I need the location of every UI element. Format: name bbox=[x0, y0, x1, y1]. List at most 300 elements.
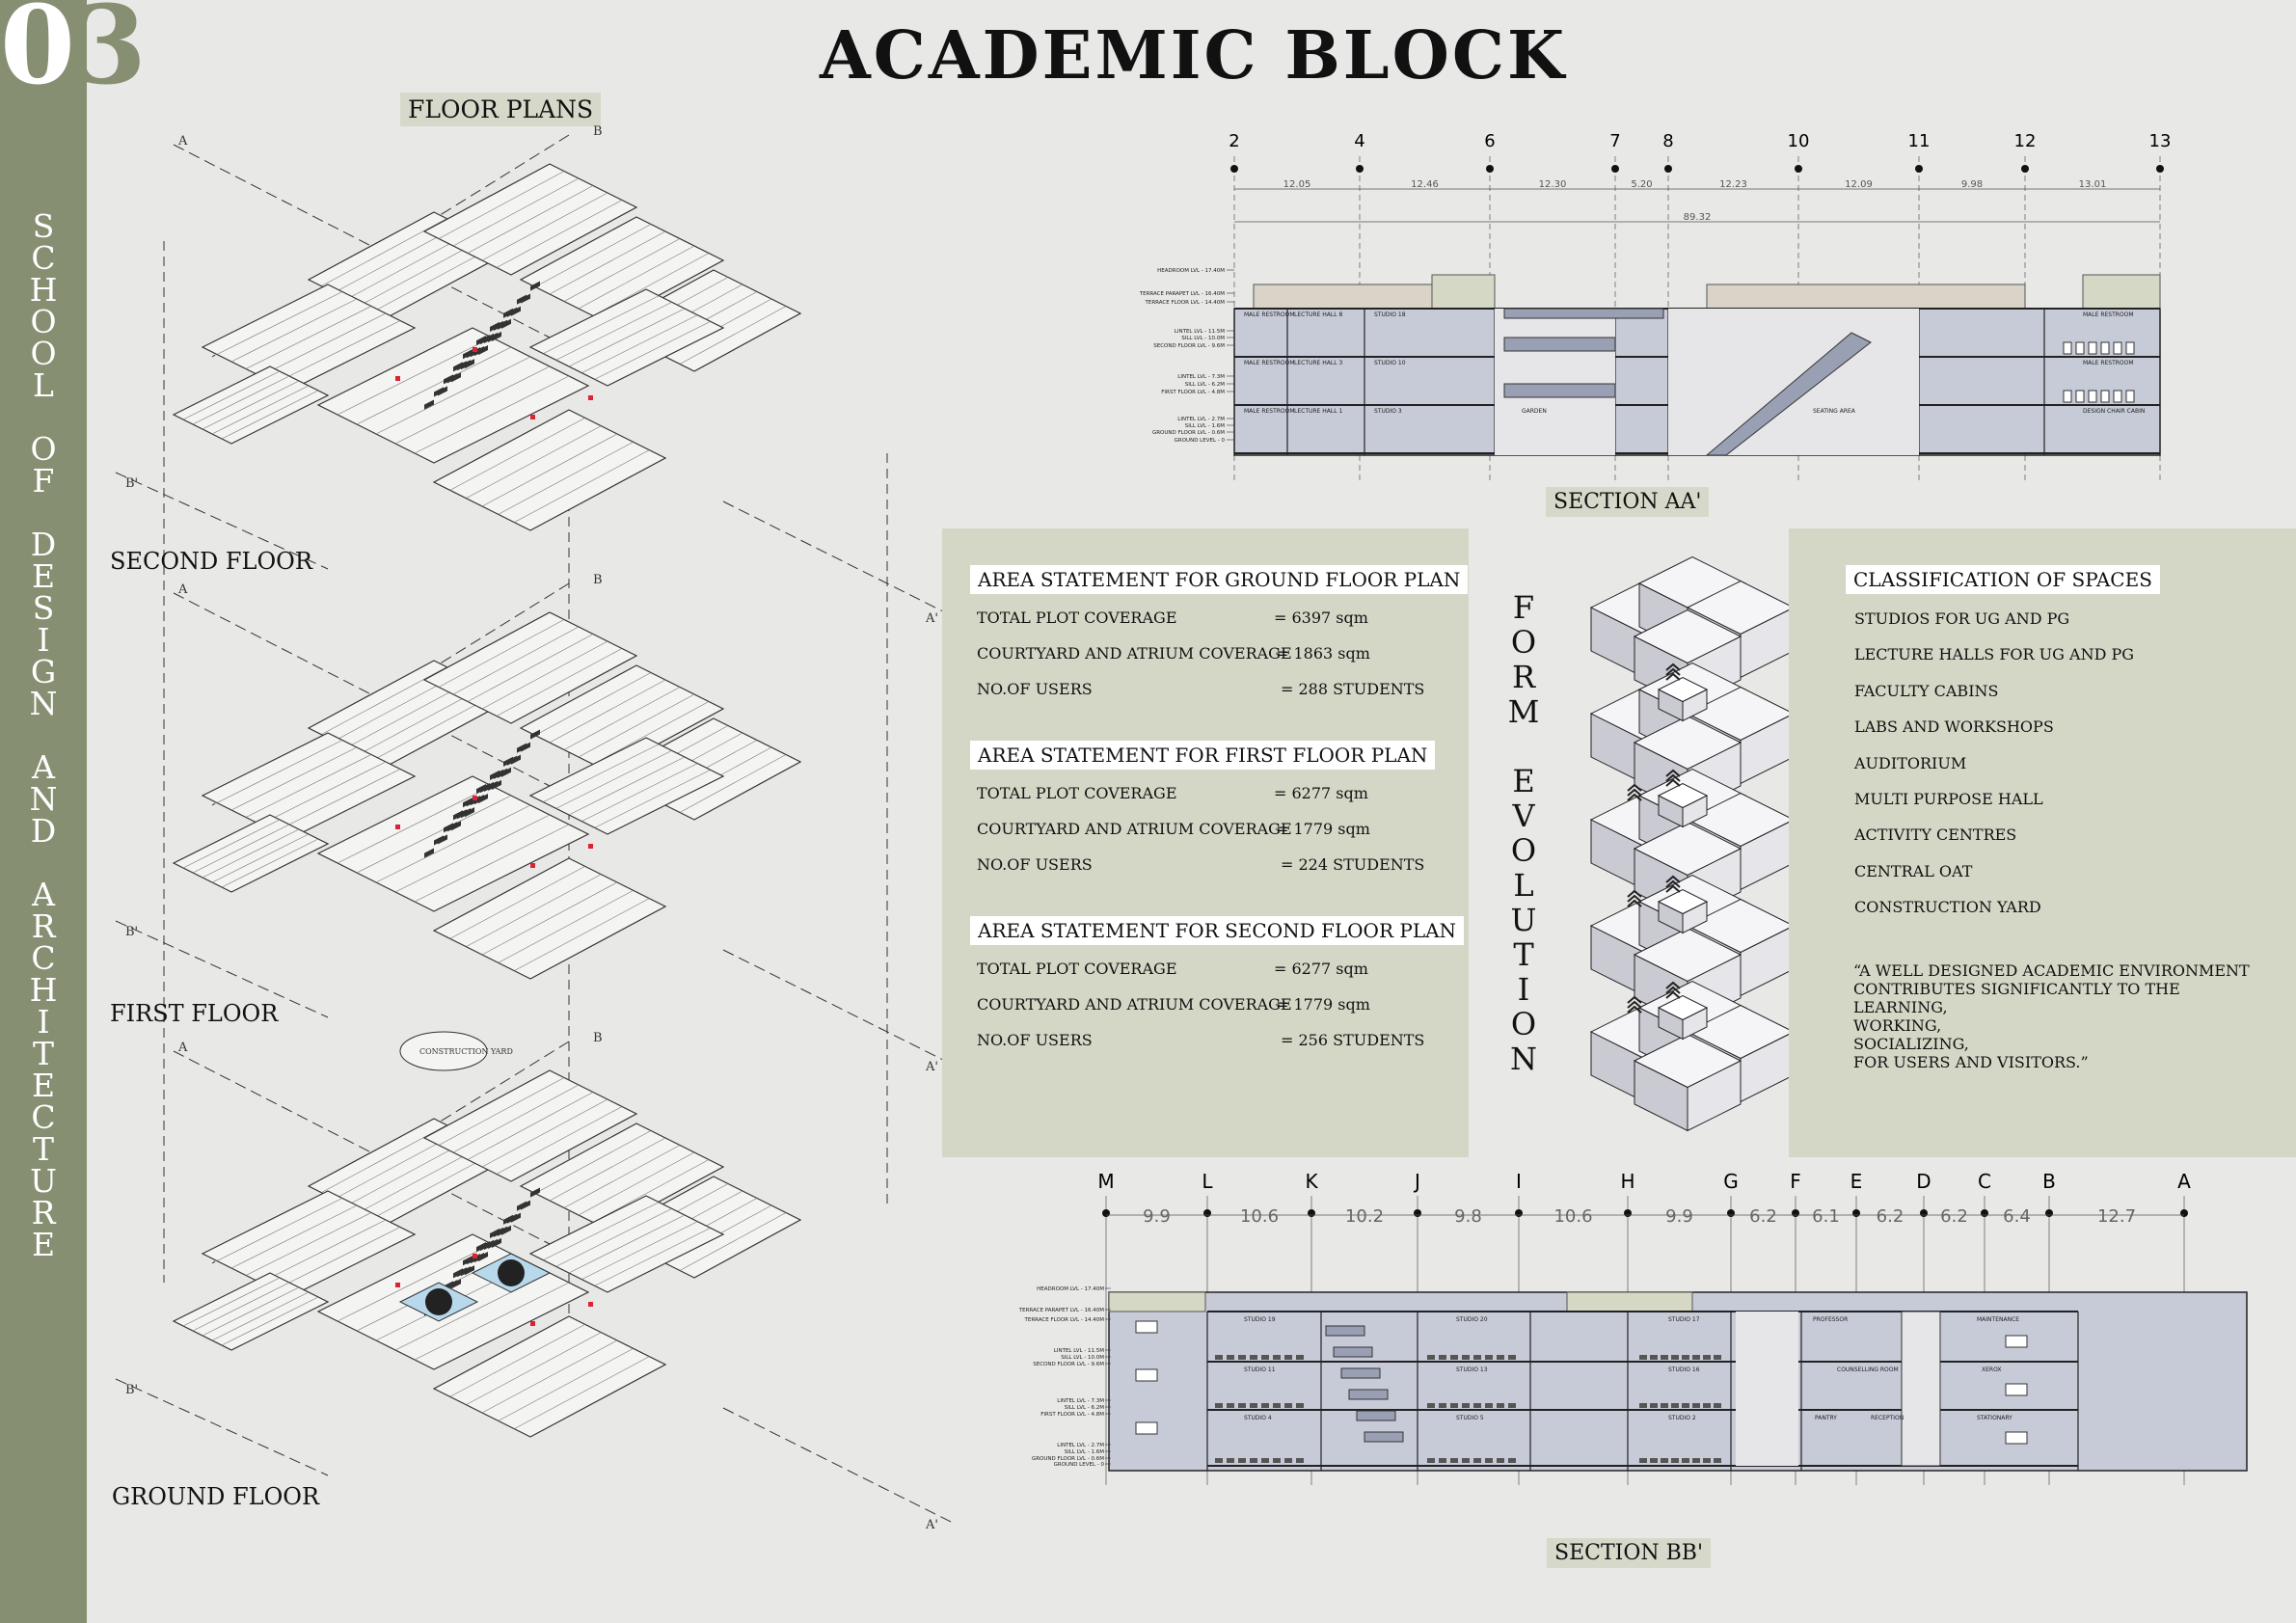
sidebar-letter: I bbox=[37, 621, 50, 659]
desk bbox=[1508, 1355, 1516, 1360]
marker-b: B bbox=[593, 573, 603, 587]
section-line bbox=[723, 501, 955, 617]
desk bbox=[1439, 1458, 1446, 1463]
marker-a-prime: A' bbox=[926, 1060, 938, 1074]
sidebar-letter: E bbox=[31, 1226, 56, 1263]
level-label: LINTEL LVL - 2.7M bbox=[1177, 417, 1225, 422]
desk bbox=[1671, 1355, 1679, 1360]
desk bbox=[1215, 1403, 1223, 1408]
desk bbox=[1250, 1355, 1257, 1360]
area-row-value: = 1779 sqm bbox=[1276, 820, 1370, 838]
dim-label: 12.05 bbox=[1283, 179, 1311, 190]
window bbox=[2089, 391, 2096, 402]
desk bbox=[1273, 1403, 1281, 1408]
section-bb-drawing bbox=[1018, 1157, 2228, 1543]
desk bbox=[1238, 1458, 1246, 1463]
grid-marker bbox=[2021, 165, 2029, 173]
level-label: TERRACE PARAPET LVL - 16.40M bbox=[1139, 291, 1225, 297]
desk bbox=[1485, 1355, 1493, 1360]
room-label: STUDIO 20 bbox=[1456, 1316, 1488, 1323]
level-labels bbox=[1139, 268, 1234, 444]
form-evolution-letter: I bbox=[1517, 971, 1530, 1008]
quote-line: “A WELL DESIGNED ACADEMIC ENVIRONMENT bbox=[1853, 961, 2250, 980]
level-label: SILL LVL - 10.0M bbox=[1181, 336, 1225, 341]
desk bbox=[1215, 1355, 1223, 1360]
dim-label: 12.7 bbox=[2096, 1206, 2137, 1227]
classification-item: CONSTRUCTION YARD bbox=[1854, 898, 2041, 917]
marker-b-prime: B' bbox=[125, 476, 139, 491]
window bbox=[1136, 1321, 1157, 1333]
form-evolution-letter: O bbox=[1510, 1006, 1537, 1042]
sidebar-letter: E bbox=[31, 557, 56, 595]
form-evolution-letter: N bbox=[1510, 1041, 1537, 1077]
form-evolution-letter: V bbox=[1512, 798, 1535, 834]
marker-a: A bbox=[178, 1041, 188, 1055]
level-label: LINTEL LVL - 11.5M bbox=[1174, 329, 1225, 335]
seat-block bbox=[511, 755, 521, 765]
grid-label: K bbox=[1305, 1170, 1318, 1193]
dim-total: 89.32 bbox=[1683, 212, 1712, 223]
area-row-value: = 1863 sqm bbox=[1276, 644, 1370, 663]
sidebar-letter: R bbox=[31, 907, 56, 945]
quote-line: CONTRIBUTES SIGNIFICANTLY TO THE bbox=[1853, 980, 2180, 998]
dim-label: 12.23 bbox=[1719, 179, 1747, 190]
desk bbox=[1650, 1355, 1658, 1360]
area-statement-title: AREA STATEMENT FOR SECOND FLOOR PLAN bbox=[970, 916, 1464, 945]
oat-seating bbox=[498, 1259, 525, 1286]
stair-marker bbox=[530, 415, 535, 419]
desk bbox=[1661, 1355, 1668, 1360]
grid-marker bbox=[2045, 1209, 2053, 1217]
room-label: STUDIO 16 bbox=[1668, 1366, 1700, 1373]
dim-label: 12.30 bbox=[1538, 179, 1567, 190]
area-row-value: = 288 STUDENTS bbox=[1281, 680, 1425, 698]
desk bbox=[1497, 1403, 1504, 1408]
sidebar-letter: U bbox=[30, 1162, 57, 1200]
desk bbox=[1462, 1355, 1470, 1360]
window bbox=[2114, 391, 2121, 402]
marker-b-prime: B' bbox=[125, 925, 139, 939]
sidebar-letter: C bbox=[31, 939, 56, 977]
level-label: LINTEL LVL - 11.5M bbox=[1053, 1348, 1104, 1354]
section-aa-label: SECTION AA' bbox=[1546, 487, 1709, 517]
level-label: SILL LVL - 1.6M bbox=[1184, 423, 1225, 429]
grid-marker bbox=[1515, 1209, 1523, 1217]
desk bbox=[1284, 1458, 1292, 1463]
desk bbox=[1703, 1458, 1711, 1463]
grid-label: G bbox=[1723, 1170, 1739, 1193]
dim-label: 6.2 bbox=[1876, 1206, 1904, 1227]
sidebar-letter: A bbox=[32, 748, 55, 786]
desk bbox=[1296, 1458, 1304, 1463]
dim-label: 9.98 bbox=[1960, 179, 1984, 190]
section-bb-label: SECTION BB' bbox=[1547, 1538, 1711, 1568]
stair-tower bbox=[2083, 275, 2160, 309]
grid-marker bbox=[1852, 1209, 1860, 1217]
sidebar-letter: T bbox=[32, 1035, 54, 1072]
room-label: MALE RESTROOM bbox=[1244, 311, 1295, 318]
grid-marker bbox=[1915, 165, 1923, 173]
stair-tower bbox=[1432, 275, 1495, 309]
room-label: LECTURE HALL 3 bbox=[1294, 360, 1343, 366]
grid-label: 10 bbox=[1787, 131, 1810, 151]
grid-label: H bbox=[1620, 1170, 1635, 1193]
window bbox=[2126, 342, 2134, 354]
desk bbox=[1427, 1355, 1435, 1360]
desk bbox=[1671, 1458, 1679, 1463]
room-label: DESIGN CHAIR CABIN bbox=[2083, 408, 2146, 415]
room-label: STUDIO 19 bbox=[1244, 1316, 1276, 1323]
desk bbox=[1703, 1403, 1711, 1408]
sidebar-letter bbox=[0, 497, 87, 528]
sidebar-letter: T bbox=[32, 1130, 54, 1168]
form-step bbox=[1591, 982, 1794, 1131]
form-evolution-letter: O bbox=[1510, 624, 1537, 661]
desk bbox=[1238, 1403, 1246, 1408]
grid-label: 8 bbox=[1662, 131, 1674, 151]
desk bbox=[1261, 1403, 1269, 1408]
window bbox=[2089, 342, 2096, 354]
area-row-label: TOTAL PLOT COVERAGE bbox=[977, 784, 1177, 802]
marker-a-prime: A' bbox=[926, 611, 938, 626]
seat-block bbox=[521, 743, 530, 752]
room-label: STUDIO 2 bbox=[1668, 1415, 1696, 1421]
sidebar-letter bbox=[0, 401, 87, 433]
desk bbox=[1692, 1458, 1700, 1463]
classification-item: LECTURE HALLS FOR UG AND PG bbox=[1854, 645, 2135, 664]
area-row-value: = 256 STUDENTS bbox=[1281, 1031, 1425, 1049]
grid-label: B bbox=[2042, 1170, 2056, 1193]
room-label: MALE RESTROOM bbox=[1244, 360, 1295, 366]
floor-label-second: SECOND FLOOR bbox=[110, 548, 312, 575]
stair-flight bbox=[1364, 1432, 1403, 1442]
marker-a: A bbox=[178, 582, 188, 597]
sidebar-letter: A bbox=[32, 876, 55, 913]
desk bbox=[1714, 1458, 1721, 1463]
level-label: FIRST FLOOR LVL - 4.8M bbox=[1040, 1412, 1104, 1418]
sidebar-letter: F bbox=[32, 462, 55, 500]
grid-label: 11 bbox=[1907, 131, 1931, 151]
stair-tower bbox=[1567, 1292, 1692, 1312]
grid-label: 7 bbox=[1609, 131, 1621, 151]
desk bbox=[1296, 1403, 1304, 1408]
marker-b: B bbox=[593, 124, 603, 139]
dim-label: 12.09 bbox=[1845, 179, 1873, 190]
grid-marker bbox=[1920, 1209, 1928, 1217]
stair-flight bbox=[1334, 1347, 1372, 1357]
desk bbox=[1238, 1355, 1246, 1360]
quote-line: FOR USERS AND VISITORS.” bbox=[1853, 1053, 2089, 1071]
area-statement-title: AREA STATEMENT FOR FIRST FLOOR PLAN bbox=[970, 741, 1435, 770]
sidebar-letter: L bbox=[33, 366, 54, 404]
desk bbox=[1703, 1355, 1711, 1360]
sidebar-letter: N bbox=[29, 780, 58, 818]
room-label: STUDIO 17 bbox=[1668, 1316, 1700, 1323]
sidebar-letter: O bbox=[30, 430, 57, 468]
area-row-label: COURTYARD AND ATRIUM COVERAGE bbox=[977, 820, 1292, 838]
parapet bbox=[1707, 284, 2025, 309]
dim-label: 13.01 bbox=[2078, 179, 2107, 190]
stair-flight bbox=[1326, 1326, 1364, 1336]
desk bbox=[1473, 1458, 1481, 1463]
classification-item: FACULTY CABINS bbox=[1854, 681, 1999, 700]
grid-label: I bbox=[1516, 1170, 1522, 1193]
stair-marker bbox=[473, 347, 477, 352]
desk bbox=[1450, 1403, 1458, 1408]
floor-label-ground: GROUND FLOOR bbox=[112, 1483, 320, 1510]
grid-marker bbox=[1727, 1209, 1735, 1217]
window bbox=[2076, 342, 2084, 354]
oat-seating bbox=[425, 1288, 452, 1315]
grid-marker bbox=[1230, 165, 1238, 173]
quote-line: WORKING, bbox=[1853, 1016, 1942, 1035]
sidebar-letter: O bbox=[30, 335, 57, 372]
dim-label: 9.9 bbox=[1143, 1206, 1171, 1227]
window bbox=[2101, 391, 2109, 402]
stair-marker bbox=[395, 376, 400, 381]
room-label: LECTURE HALL 1 bbox=[1294, 408, 1343, 415]
sidebar-letter: H bbox=[29, 271, 58, 309]
window bbox=[1136, 1369, 1157, 1381]
room-label: MALE RESTROOM bbox=[1244, 408, 1295, 415]
sidebar-letter: C bbox=[31, 239, 56, 277]
window bbox=[2101, 342, 2109, 354]
form-evolution-title bbox=[1499, 590, 1548, 1076]
area-row-label: COURTYARD AND ATRIUM COVERAGE bbox=[977, 995, 1292, 1014]
grid-marker bbox=[1664, 165, 1672, 173]
level-label: SILL LVL - 6.2M bbox=[1184, 382, 1225, 388]
desk bbox=[1473, 1355, 1481, 1360]
seat-block bbox=[501, 319, 511, 329]
classification-item: MULTI PURPOSE HALL bbox=[1854, 790, 2043, 808]
sidebar-letter: D bbox=[30, 526, 57, 563]
stair-flight bbox=[1357, 1411, 1395, 1420]
room-label: MALE RESTROOM bbox=[2083, 311, 2134, 318]
lift-core bbox=[1902, 1312, 1940, 1466]
grid-marker bbox=[1795, 165, 1802, 173]
atrium-void bbox=[1495, 309, 1615, 455]
building-section bbox=[1234, 275, 2160, 455]
level-label: LINTEL LVL - 7.3M bbox=[1177, 374, 1225, 380]
room-label: COUNSELLING ROOM bbox=[1837, 1366, 1899, 1373]
iso-plan-group bbox=[116, 124, 955, 1532]
stair-marker bbox=[473, 796, 477, 800]
seat-block bbox=[521, 294, 530, 304]
school-name-vertical bbox=[0, 207, 87, 1263]
bridge bbox=[1504, 309, 1663, 318]
grid-marker bbox=[1414, 1209, 1421, 1217]
level-label: GROUND LEVEL - 0 bbox=[1174, 438, 1225, 444]
desk bbox=[1671, 1403, 1679, 1408]
quote-line: SOCIALIZING, bbox=[1853, 1035, 1969, 1053]
classification-item: CENTRAL OAT bbox=[1854, 861, 1973, 880]
stair-marker bbox=[395, 1283, 400, 1287]
sidebar-letter bbox=[0, 847, 87, 879]
level-label: GROUND LEVEL - 0 bbox=[1053, 1462, 1104, 1468]
level-label: TERRACE PARAPET LVL - 16.40M bbox=[1018, 1308, 1104, 1313]
room-label: STUDIO 10 bbox=[1374, 360, 1406, 366]
design-quote bbox=[1853, 961, 2250, 1071]
area-row-label: NO.OF USERS bbox=[977, 680, 1093, 698]
form-evolution-letter: O bbox=[1510, 832, 1537, 869]
sidebar-letter: O bbox=[30, 303, 57, 340]
room-label: MALE RESTROOM bbox=[2083, 360, 2134, 366]
section-aa-drawing bbox=[1080, 125, 2218, 473]
dim-label: 9.9 bbox=[1665, 1206, 1693, 1227]
desk bbox=[1273, 1458, 1281, 1463]
desk bbox=[1497, 1458, 1504, 1463]
desk bbox=[1227, 1458, 1234, 1463]
area-row-value: = 1779 sqm bbox=[1276, 995, 1370, 1014]
grid-marker bbox=[1486, 165, 1494, 173]
room-label: RECEPTION bbox=[1871, 1415, 1904, 1421]
classification-item: AUDITORIUM bbox=[1854, 753, 1967, 772]
seat-block bbox=[511, 1213, 521, 1223]
desk bbox=[1650, 1403, 1658, 1408]
room-label: STATIONARY bbox=[1977, 1415, 2012, 1421]
marker-b: B bbox=[593, 1031, 603, 1045]
level-labels bbox=[1018, 1286, 1111, 1468]
form-evolution-letter bbox=[1499, 729, 1548, 764]
seat-block bbox=[501, 1226, 511, 1235]
window bbox=[2064, 391, 2071, 402]
grid-label: 4 bbox=[1354, 131, 1365, 151]
grid-marker bbox=[1308, 1209, 1315, 1217]
grid-label: F bbox=[1790, 1170, 1801, 1193]
level-label: HEADROOM LVL - 17.40M bbox=[1037, 1286, 1104, 1292]
stair-flight bbox=[1341, 1368, 1380, 1378]
window bbox=[2006, 1432, 2027, 1444]
area-row-value: = 6397 sqm bbox=[1274, 609, 1368, 627]
desk bbox=[1227, 1403, 1234, 1408]
room-label: STUDIO 3 bbox=[1374, 408, 1402, 415]
desk bbox=[1692, 1355, 1700, 1360]
sidebar-letter: R bbox=[31, 1194, 56, 1231]
sheet-number: 03 bbox=[0, 0, 143, 109]
window bbox=[2006, 1384, 2027, 1395]
sidebar-letter: H bbox=[29, 971, 58, 1009]
desk bbox=[1427, 1403, 1435, 1408]
desk bbox=[1497, 1355, 1504, 1360]
quote-line: LEARNING, bbox=[1853, 998, 1948, 1016]
desk bbox=[1215, 1458, 1223, 1463]
level-label: LINTEL LVL - 7.3M bbox=[1057, 1398, 1104, 1404]
window bbox=[2126, 391, 2134, 402]
classification-item: LABS AND WORKSHOPS bbox=[1854, 717, 2054, 737]
desk bbox=[1462, 1403, 1470, 1408]
desk bbox=[1250, 1403, 1257, 1408]
desk bbox=[1682, 1458, 1689, 1463]
marker-a: A bbox=[178, 134, 188, 149]
grid-marker bbox=[2156, 165, 2164, 173]
dim-label: 6.2 bbox=[1940, 1206, 1968, 1227]
desk bbox=[1273, 1355, 1281, 1360]
desk bbox=[1439, 1403, 1446, 1408]
desk bbox=[1639, 1458, 1647, 1463]
grid-label: C bbox=[1978, 1170, 1991, 1193]
bridge bbox=[1504, 338, 1615, 351]
desk bbox=[1227, 1355, 1234, 1360]
stair-marker bbox=[588, 844, 593, 849]
area-row-value: = 6277 sqm bbox=[1274, 960, 1368, 978]
grid-marker bbox=[1981, 1209, 1988, 1217]
desk bbox=[1485, 1403, 1493, 1408]
desk bbox=[1250, 1458, 1257, 1463]
desk bbox=[1661, 1458, 1668, 1463]
room-label: MAINTENANCE bbox=[1977, 1316, 2020, 1323]
desk bbox=[1650, 1458, 1658, 1463]
desk bbox=[1661, 1403, 1668, 1408]
area-statement-title: AREA STATEMENT FOR GROUND FLOOR PLAN bbox=[970, 565, 1468, 594]
sidebar-letter bbox=[0, 719, 87, 751]
desk bbox=[1473, 1403, 1481, 1408]
seat-block bbox=[521, 1201, 530, 1210]
desk bbox=[1714, 1403, 1721, 1408]
form-evolution-letter: F bbox=[1512, 589, 1535, 626]
room-label: GARDEN bbox=[1522, 408, 1547, 415]
grid-marker bbox=[1624, 1209, 1632, 1217]
level-label: TERRACE FLOOR LVL - 14.40M bbox=[1024, 1317, 1104, 1323]
area-row-label: NO.OF USERS bbox=[977, 1031, 1093, 1049]
sidebar-letter: S bbox=[32, 589, 55, 627]
section-line bbox=[116, 1379, 328, 1475]
room-label: XEROX bbox=[1982, 1366, 2002, 1373]
window bbox=[2076, 391, 2084, 402]
level-label: HEADROOM LVL - 17.40M bbox=[1157, 268, 1225, 274]
isometric-floor-plans bbox=[87, 124, 1013, 1572]
area-row-label: COURTYARD AND ATRIUM COVERAGE bbox=[977, 644, 1292, 663]
bridge bbox=[1504, 384, 1615, 397]
stair-marker bbox=[588, 1302, 593, 1307]
desk bbox=[1462, 1458, 1470, 1463]
atrium-void bbox=[1736, 1312, 1798, 1466]
room-label: PANTRY bbox=[1815, 1415, 1837, 1421]
grid-marker bbox=[2180, 1209, 2188, 1217]
desk bbox=[1450, 1458, 1458, 1463]
sidebar-letter: S bbox=[32, 207, 55, 245]
dim-label: 6.1 bbox=[1812, 1206, 1840, 1227]
grid-label: 6 bbox=[1484, 131, 1496, 151]
sidebar-letter: N bbox=[29, 685, 58, 722]
desk bbox=[1284, 1403, 1292, 1408]
grid-label: J bbox=[1415, 1170, 1420, 1193]
level-label: LINTEL LVL - 2.7M bbox=[1057, 1443, 1104, 1448]
desk bbox=[1296, 1355, 1304, 1360]
level-label: SILL LVL - 1.6M bbox=[1064, 1449, 1104, 1455]
seat-block bbox=[501, 768, 511, 777]
stair-tower bbox=[1109, 1292, 1205, 1312]
floor-plan bbox=[116, 573, 955, 1074]
level-label: SILL LVL - 6.2M bbox=[1064, 1405, 1104, 1411]
sidebar-letter: I bbox=[37, 1003, 50, 1041]
grid-label: 13 bbox=[2148, 131, 2172, 151]
desk bbox=[1485, 1458, 1493, 1463]
desk bbox=[1682, 1403, 1689, 1408]
section-line bbox=[723, 950, 955, 1066]
grid-marker bbox=[1611, 165, 1619, 173]
dim-label: 6.2 bbox=[1749, 1206, 1777, 1227]
page-title: ACADEMIC BLOCK bbox=[820, 17, 1568, 95]
grid-marker bbox=[1792, 1209, 1799, 1217]
sidebar-letter: D bbox=[30, 812, 57, 850]
form-evolution-diagrams bbox=[1581, 540, 1774, 1090]
dim-label: 9.8 bbox=[1454, 1206, 1482, 1227]
grid-marker bbox=[1356, 165, 1364, 173]
level-label: SECOND FLOOR LVL - 9.6M bbox=[1153, 343, 1225, 349]
grid-label: E bbox=[1850, 1170, 1863, 1193]
form-evolution-letter: U bbox=[1510, 902, 1537, 938]
desk bbox=[1714, 1355, 1721, 1360]
